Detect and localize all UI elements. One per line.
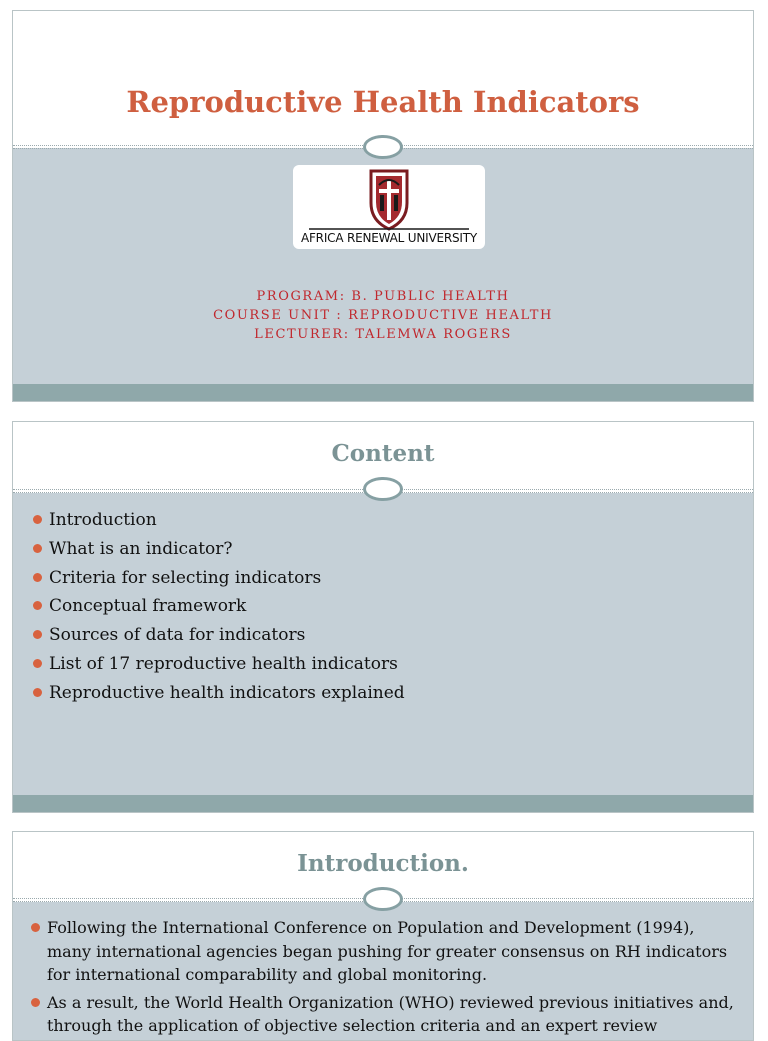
list-item-text: Sources of data for indicators xyxy=(49,625,306,646)
list-item xyxy=(27,535,727,564)
bullet-icon xyxy=(33,601,42,610)
list-item xyxy=(27,621,727,650)
intro-bullets xyxy=(27,916,739,1038)
divider-ring xyxy=(363,135,403,159)
bullet-icon xyxy=(33,515,42,524)
bullet-icon xyxy=(33,630,42,639)
list-item-text: Reproductive health indicators explained xyxy=(49,682,405,703)
list-item xyxy=(27,991,739,1038)
bullet-icon xyxy=(31,923,40,932)
footer-band xyxy=(13,384,753,402)
bullet-icon xyxy=(31,998,40,1007)
list-item-text: What is an indicator? xyxy=(49,538,233,559)
university-logo xyxy=(293,165,485,249)
slide-title xyxy=(12,10,754,402)
list-item-text: Conceptual framework xyxy=(49,596,247,617)
list-item xyxy=(27,650,727,679)
list-item xyxy=(27,679,727,708)
shield-cross-icon xyxy=(293,167,485,233)
list-item-text: List of 17 reproductive health indicators xyxy=(49,653,398,674)
divider-ring xyxy=(363,477,403,501)
bullet-icon xyxy=(33,688,42,697)
slide-header-area xyxy=(13,11,753,148)
content-list xyxy=(27,506,727,708)
list-item xyxy=(27,564,727,593)
bullet-icon xyxy=(33,573,42,582)
presentation-title: Reproductive Health Indicators xyxy=(126,85,640,119)
list-item-text: Introduction xyxy=(49,510,157,530)
list-item-text: As a result, the World Health Organization (WHO) reviewed previous initiatives and, through the application of objective selection criteria and an expert review xyxy=(47,992,734,1035)
bullet-icon xyxy=(33,659,42,668)
slide-introduction xyxy=(12,831,754,1041)
divider-ring xyxy=(363,887,403,911)
slide-content xyxy=(12,421,754,813)
lecturer-line: LECTURER: TALEMWA ROGERS xyxy=(254,327,512,342)
list-item xyxy=(27,916,739,987)
list-item-text: Criteria for selecting indicators xyxy=(49,567,322,588)
bullet-icon xyxy=(33,544,42,553)
course-unit-line: COURSE UNIT : REPRODUCTIVE HEALTH xyxy=(213,308,553,323)
list-item-text: Following the International Conference on Population and Development (1994), many international agencies began pushing for greater consensus on RH indicators for international comparability and global monitoring. xyxy=(47,918,728,984)
program-line: PROGRAM: B. PUBLIC HEALTH xyxy=(256,289,510,304)
list-item xyxy=(27,506,727,535)
logo-text: AFRICA RENEWAL UNIVERSITY xyxy=(300,231,478,245)
list-item xyxy=(27,592,727,621)
slide-heading: Content xyxy=(331,440,435,467)
slide-heading: Introduction. xyxy=(297,850,469,877)
footer-band xyxy=(13,795,753,813)
